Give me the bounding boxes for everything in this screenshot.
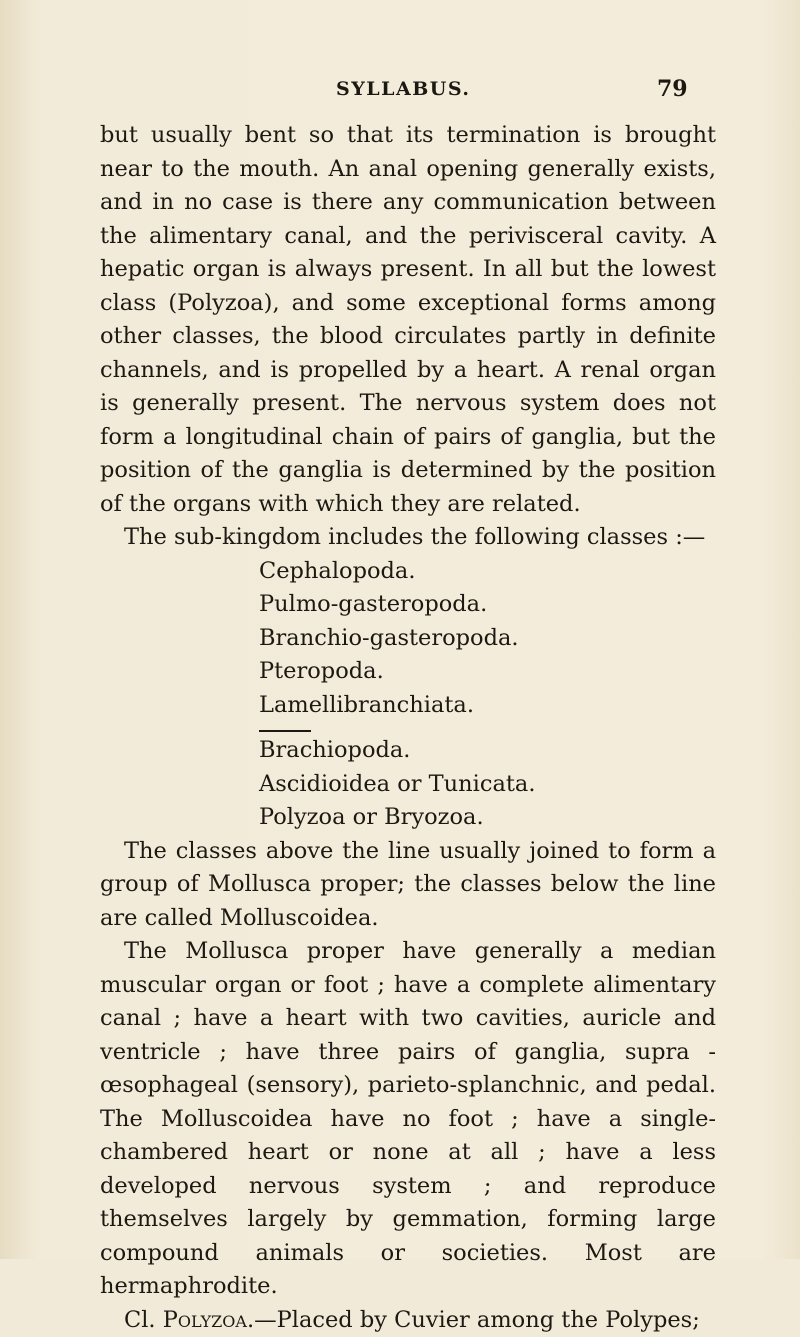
class-item: Cephalopoda. bbox=[259, 555, 716, 589]
paragraph-4: The Mollusca proper have generally a median muscular organ or foot ; have a complete alimentary canal ; have a heart with two cavities, auricle and ventricle ; have three pairs of ganglia, supra - œsophageal (sensory), parieto-splanchnic, and pedal. The Molluscoidea have no foot ; have a single-chambered heart or none at all ; have a less developed nervous system ; and reproduce themselves largely by gemmation, forming large compound animals or societies. Most are hermaphrodite. bbox=[100, 935, 716, 1304]
class-item: Pteropoda. bbox=[259, 655, 716, 689]
paragraph-5 bbox=[100, 1304, 716, 1337]
paragraph-2: The sub-kingdom includes the following classes :— bbox=[100, 521, 716, 555]
class-heading: Polyzoa. bbox=[163, 1307, 254, 1333]
class-item: Polyzoa or Bryozoa. bbox=[259, 801, 716, 835]
classes-list-above-line bbox=[100, 555, 716, 723]
classes-list-below-line bbox=[100, 734, 716, 835]
paragraph-5-text: —Placed by Cuvier among the Polypes; bbox=[254, 1307, 700, 1333]
body-text bbox=[100, 119, 716, 1337]
page-header bbox=[0, 78, 800, 106]
paragraph-3: The classes above the line usually joined to form a group of Mollusca proper; the classes below the line are called Molluscoidea. bbox=[100, 835, 716, 936]
class-item: Pulmo-gasteropoda. bbox=[259, 588, 716, 622]
paragraph-1: but usually bent so that its termination is brought near to the mouth. An anal opening generally exists, and in no case is there any communication between the alimentary canal, and the perivisceral cavity. A hepatic organ is always present. In all but the lowest class (Polyzoa), and some exceptional forms among other classes, the blood circulates partly in definite channels, and is propelled by a heart. A renal organ is generally present. The nervous system does not form a longitudinal chain of pairs of ganglia, but the position of the ganglia is determined by the position of the organs with which they are related. bbox=[100, 119, 716, 521]
page-number: 79 bbox=[657, 76, 688, 102]
class-item: Ascidioidea or Tunicata. bbox=[259, 768, 716, 802]
class-item: Lamellibranchiata. bbox=[259, 689, 716, 723]
class-prefix: Cl. bbox=[124, 1307, 156, 1333]
class-item: Branchio-gasteropoda. bbox=[259, 622, 716, 656]
class-item: Brachiopoda. bbox=[259, 734, 716, 768]
divider-line bbox=[259, 730, 311, 732]
running-head: SYLLABUS. bbox=[336, 78, 471, 100]
